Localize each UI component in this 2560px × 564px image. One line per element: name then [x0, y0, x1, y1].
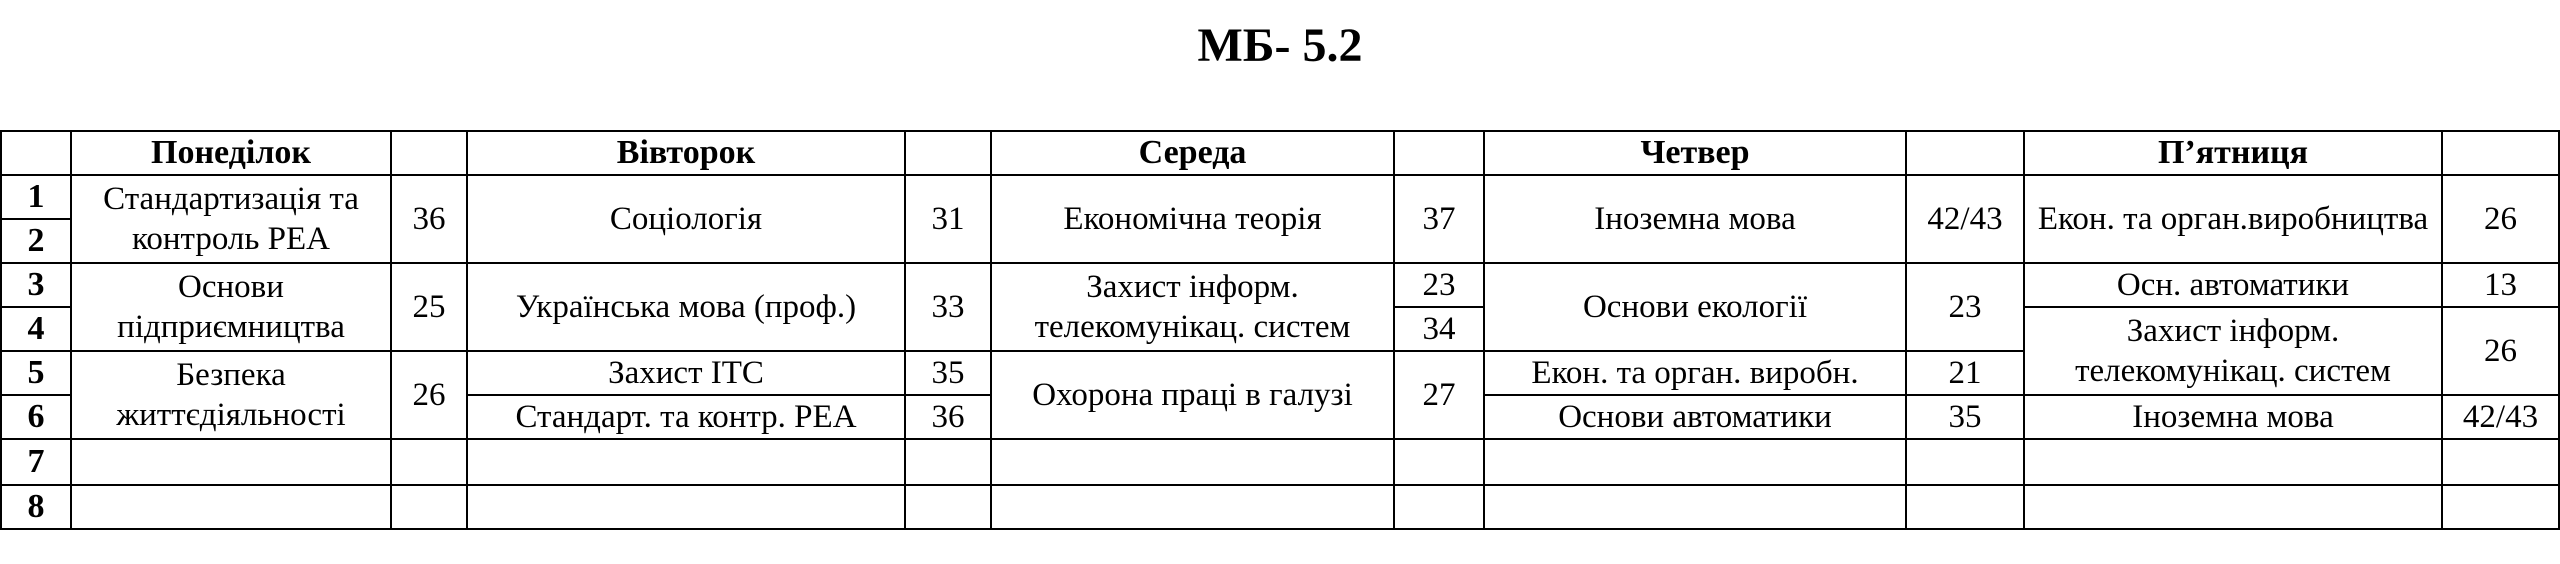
room-header: [2442, 131, 2559, 175]
period-header: [1, 131, 71, 175]
friday-subject-4-5: Захист інформ. телекомунікац. систем: [2024, 307, 2442, 395]
friday-subject-1-2: Екон. та орган.виробництва: [2024, 175, 2442, 263]
period-number: 1: [1, 175, 71, 219]
wednesday-subject-1-2: Економічна теорія: [991, 175, 1394, 263]
empty-cell: [905, 439, 991, 485]
period-number: 4: [1, 307, 71, 351]
wednesday-subject-3-4: Захист інформ. телекомунікац. систем: [991, 263, 1394, 351]
friday-subject-6: Іноземна мова: [2024, 395, 2442, 439]
empty-cell: [71, 439, 391, 485]
period-number: 5: [1, 351, 71, 395]
room-header: [905, 131, 991, 175]
empty-cell: [2024, 485, 2442, 529]
tuesday-subject-3-4: Українська мова (проф.): [467, 263, 905, 351]
day-header-monday: Понеділок: [71, 131, 391, 175]
period-number: 2: [1, 219, 71, 263]
tuesday-room-3-4: 33: [905, 263, 991, 351]
monday-subject-1-2: Стандартизація та контроль РЕА: [71, 175, 391, 263]
room-header: [1906, 131, 2024, 175]
wednesday-room-3: 23: [1394, 263, 1484, 307]
tuesday-room-1-2: 31: [905, 175, 991, 263]
empty-cell: [1394, 439, 1484, 485]
table-row: [1, 439, 2559, 485]
day-header-thursday: Четвер: [1484, 131, 1906, 175]
day-header-tuesday: Вівторок: [467, 131, 905, 175]
thursday-room-3-4: 23: [1906, 263, 2024, 351]
monday-subject-5-6: Безпека життєдіяльності: [71, 351, 391, 439]
schedule-table: [0, 130, 2560, 530]
monday-subject-3-4: Основи підприємництва: [71, 263, 391, 351]
tuesday-room-6: 36: [905, 395, 991, 439]
period-number: 8: [1, 485, 71, 529]
wednesday-room-1-2: 37: [1394, 175, 1484, 263]
friday-room-4-5: 26: [2442, 307, 2559, 395]
empty-cell: [1394, 485, 1484, 529]
friday-room-1-2: 26: [2442, 175, 2559, 263]
tuesday-subject-6: Стандарт. та контр. РЕА: [467, 395, 905, 439]
day-header-friday: П’ятниця: [2024, 131, 2442, 175]
empty-cell: [2442, 439, 2559, 485]
monday-room-5-6: 26: [391, 351, 467, 439]
period-number: 7: [1, 439, 71, 485]
empty-cell: [991, 485, 1394, 529]
empty-cell: [1484, 439, 1906, 485]
thursday-subject-3-4: Основи екології: [1484, 263, 1906, 351]
empty-cell: [1906, 485, 2024, 529]
thursday-room-1-2: 42/43: [1906, 175, 2024, 263]
day-header-wednesday: Середа: [991, 131, 1394, 175]
table-row: [1, 263, 2559, 307]
monday-room-3-4: 25: [391, 263, 467, 351]
empty-cell: [391, 485, 467, 529]
empty-cell: [2442, 485, 2559, 529]
header-row: [1, 131, 2559, 175]
empty-cell: [467, 485, 905, 529]
thursday-subject-6: Основи автоматики: [1484, 395, 1906, 439]
table-row: [1, 485, 2559, 529]
tuesday-subject-5: Захист ІТС: [467, 351, 905, 395]
wednesday-subject-5-6: Охорона праці в галузі: [991, 351, 1394, 439]
monday-room-1-2: 36: [391, 175, 467, 263]
page-title: МБ- 5.2: [1197, 19, 1363, 72]
thursday-room-5: 21: [1906, 351, 2024, 395]
empty-cell: [2024, 439, 2442, 485]
tuesday-subject-1-2: Соціологія: [467, 175, 905, 263]
room-header: [1394, 131, 1484, 175]
thursday-subject-1-2: Іноземна мова: [1484, 175, 1906, 263]
period-number: 6: [1, 395, 71, 439]
room-header: [391, 131, 467, 175]
friday-room-3: 13: [2442, 263, 2559, 307]
thursday-subject-5: Екон. та орган. виробн.: [1484, 351, 1906, 395]
friday-subject-3: Осн. автоматики: [2024, 263, 2442, 307]
empty-cell: [1906, 439, 2024, 485]
empty-cell: [71, 485, 391, 529]
empty-cell: [905, 485, 991, 529]
empty-cell: [991, 439, 1394, 485]
tuesday-room-5: 35: [905, 351, 991, 395]
empty-cell: [1484, 485, 1906, 529]
table-row: [1, 175, 2559, 219]
wednesday-room-4: 34: [1394, 307, 1484, 351]
friday-room-6: 42/43: [2442, 395, 2559, 439]
period-number: 3: [1, 263, 71, 307]
empty-cell: [467, 439, 905, 485]
thursday-room-6: 35: [1906, 395, 2024, 439]
empty-cell: [391, 439, 467, 485]
wednesday-room-5-6: 27: [1394, 351, 1484, 439]
